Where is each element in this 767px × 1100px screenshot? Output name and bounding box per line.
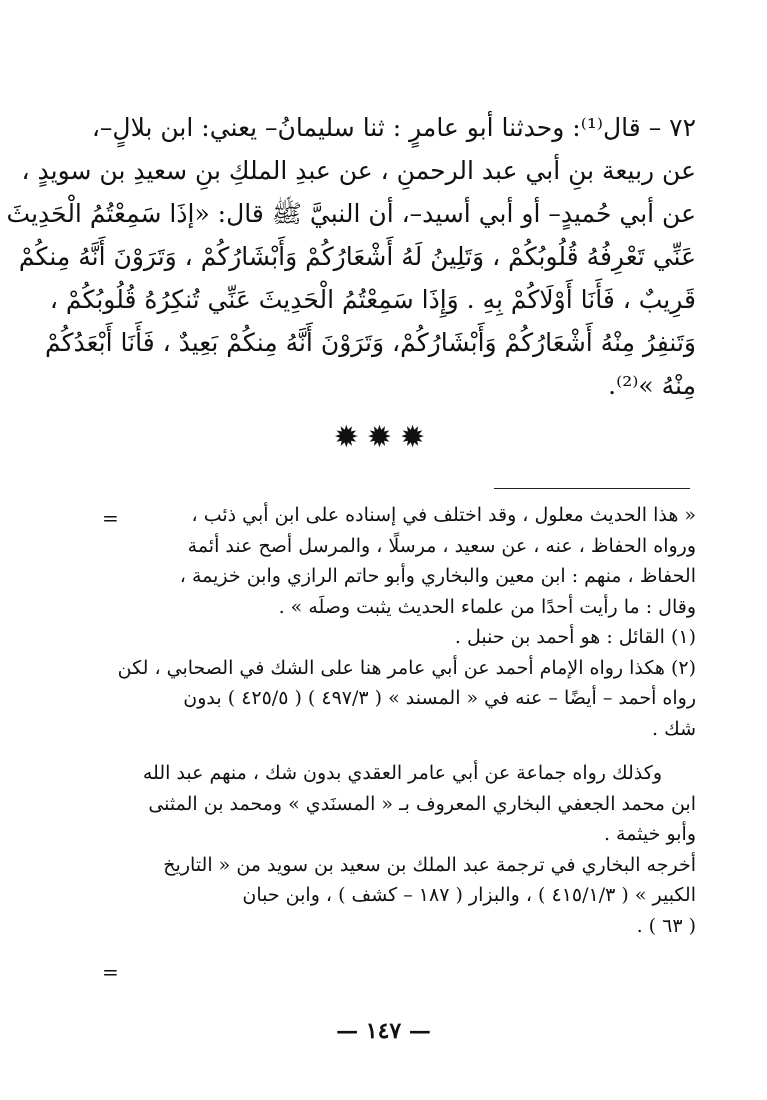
footnote-cont-line: « هذا الحديث معلول ، وقد اختلف في إسناده على ابن أبي ذئب ، (191, 504, 696, 526)
hadith-line-1: ٧٢ – قال⁽¹⁾: وحدثنا أبو عامرٍ : ثنا سليمانُ– يعني: ابن بلالٍ–، (91, 113, 696, 142)
section-separator-stars: ✹✹✹ (333, 420, 434, 455)
footnote-1: (١) القائل : هو أحمد بن حنبل . (454, 626, 696, 648)
footnote-paragraph-line: وأبو خيثمة . (603, 823, 696, 845)
footnote-2-line: (٢) هكذا رواه الإمام أحمد عن أبي عامر هنا على الشك في الصحابي ، لكن (117, 656, 696, 679)
page-number: — ١٤٧ — (336, 1018, 431, 1044)
end-continuation-mark: = (102, 960, 119, 984)
footnote-cont-line: الحفاظ ، منهم : ابن معين والبخاري وأبو حاتم الرازي وابن خزيمة ، (179, 565, 696, 587)
footnote-2-line: شك . (651, 717, 696, 740)
hadith-line-4: عَنِّي تَعْرِفُهُ قُلُوبُكُمْ ، وَتَلِينُ لَهُ أَشْعَارُكُمْ وَأَبْشَارُكُمْ ، وَتَرَوْنَ أَنَّهُ مِنكُمْ (18, 242, 696, 271)
hadith-line-3: عن أبي حُميدٍ– أو أبي أسيد–، أن النبيَّ ﷺ قال: «إذَا سَمِعْتُمُ الْحَدِيثَ (6, 199, 696, 228)
footnote-cont-line: وقال : ما رأيت أحدًا من علماء الحديث يثبت وصلَه » . (278, 595, 696, 618)
footnotes (96, 500, 696, 941)
footnote-paragraph-line: وكذلك رواه جماعة عن أبي عامر العقدي بدون شك ، منهم عبد الله (142, 762, 662, 784)
continuation-mark: = (102, 506, 119, 530)
hadith-text (6, 106, 696, 407)
footnote-paragraph-line: الكبير » ( ٤١٥/١/٣ ) ، والبزار ( ١٨٧ – كشف ) ، وابن حبان (242, 884, 696, 906)
footnote-rule (494, 488, 690, 489)
hadith-line-7: مِنْهُ »⁽²⁾. (608, 371, 696, 400)
hadith-line-6: وَتَنفِرُ مِنْهُ أَشْعَارُكُمْ وَأَبْشَارُكُمْ، وَتَرَوْنَ أَنَّهُ مِنكُمْ بَعِيدٌ ، فَأَنَا أَبْعَدُكُمْ (44, 328, 696, 357)
footnote-paragraph-line: أخرجه البخاري في ترجمة عبد الملك بن سعيد بن سويد من « التاريخ (163, 853, 696, 876)
hadith-line-2: عن ربيعة بنِ أبي عبد الرحمنِ ، عن عبدِ الملكِ بنِ سعيدِ بن سويدٍ ، (21, 156, 696, 185)
footnote-2-line: رواه أحمد – أيضًا – عنه في « المسند » ( ٤٩٧/٣ ) ( ٤٢٥/٥ ) بدون (183, 687, 696, 709)
hadith-line-5: قَرِيبٌ ، فَأَنَا أَوْلَاكُمْ بِهِ . وَإِذَا سَمِعْتُمُ الْحَدِيثَ عَنِّي تُنكِرُهُ قُلُوبُكُمْ ، (49, 285, 696, 314)
footnote-cont-line: ورواه الحفاظ ، عنه ، عن سعيد ، مرسلًا ، والمرسل أصح عند أئمة (187, 534, 696, 557)
footnote-paragraph-line: ( ٦٣ ) . (636, 914, 696, 937)
footnote-paragraph-line: ابن محمد الجعفي البخاري المعروف بـ « المسنَدي » ومحمد بن المثنى (148, 792, 696, 815)
